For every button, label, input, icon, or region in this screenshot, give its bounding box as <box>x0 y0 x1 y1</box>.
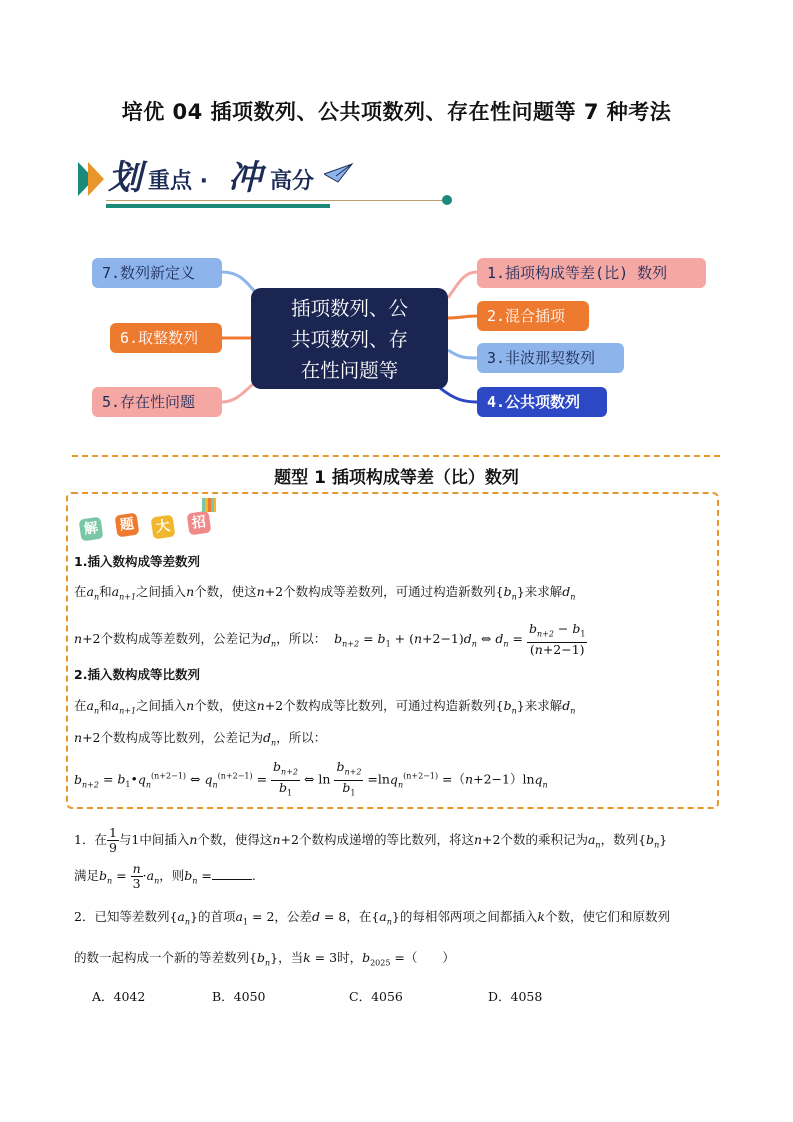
chevron-icon <box>88 162 104 196</box>
banner-dot <box>442 195 452 205</box>
choice-a[interactable]: A．4042 <box>92 989 146 1004</box>
arith-title: 1.插入数构成等差数列 <box>74 554 200 569</box>
banner-char-2: 冲 <box>228 158 262 198</box>
geo-line-2: n+2个数构成等比数列，公差记为$d_n$，所以： <box>74 730 327 748</box>
banner-text-2: 高分 <box>270 169 315 194</box>
badge-tile: 招 <box>187 511 212 536</box>
banner-underline <box>106 204 330 208</box>
geo-title: 2.插入数构成等比数列 <box>74 667 200 682</box>
mindmap-node-7: 7.数列新定义 <box>92 258 222 288</box>
banner-underline-thin <box>106 200 446 201</box>
center-line-2: 共项数列、存 <box>290 328 408 351</box>
choice-b[interactable]: B．4050 <box>212 989 266 1004</box>
section-heading: 题型 1 插项构成等差（比）数列 <box>274 468 519 488</box>
question-2-line-1: 2．已知等差数列$\{a_n\}$的首项$a_1 = 2$，公差d = 8，在$\{a_n\}$的每相邻两项之间都插入k个数，使它们和原数列 <box>74 909 670 927</box>
mindmap-center-node <box>251 288 448 389</box>
page-title: 培优 04 插项数列、公共项数列、存在性问题等 7 种考法 <box>121 100 672 124</box>
choice-d[interactable]: D．4058 <box>488 989 543 1004</box>
mindmap-node-3: 3.非波那契数列 <box>477 343 624 373</box>
choice-c[interactable]: C．4056 <box>349 989 403 1004</box>
section-divider <box>72 455 720 457</box>
question-1-line-2: 满足$b_n$ = $\frac{n}{3}$ $\cdot a_n$，则$b_n$ = . <box>74 861 256 891</box>
arith-line-1: 在$a_n$和$a_{n+1}$之间插入n个数，使这n+2个数构成等差数列，可通过构造新数列$\{b_n\}$来求解$d_n$ <box>74 584 576 602</box>
mindmap-node-5: 5.存在性问题 <box>92 387 222 417</box>
badge-tile: 大 <box>151 515 176 540</box>
center-line-3: 在性问题等 <box>300 359 399 382</box>
banner-char-1: 划 <box>108 158 142 198</box>
answer-blank[interactable] <box>212 879 252 880</box>
badge-jie-ti-da-zhao <box>76 500 216 550</box>
center-line-1: 插项数列、公 <box>290 297 408 320</box>
mindmap-node-1: 1.插项构成等差(比) 数列 <box>477 258 706 288</box>
geo-formula: $b_{n+2}$ = $b_1•q_n^{(n+2-1)}$ ⇔ $q_n^{(n+2-1)}$ = $\frac{b_{n+2}}{b_1}$ ⇔ ln $\frac{b_{n+2}}{b_1}$ =lnq$_n^{(n+2-1)}$ =（n+2−1）lnq$_n$ <box>74 759 548 797</box>
question-1-line-1: 1．在 $\frac{1}{9}$ 与1中间插入n个数，使得这n+2个数构成递增的等比数列，将这n+2个数的乘积记为$a_n$，数列$\{b_n\}$ <box>74 825 668 855</box>
question-2-line-2: 的数一起构成一个新的等差数列$\{b_n\}$，当k = 3时，$b_{2025}$ =（ ） <box>74 950 455 968</box>
badge-tile: 题 <box>115 513 140 538</box>
mindmap-node-6: 6.取整数列 <box>110 323 222 353</box>
badge-ribbon <box>202 498 216 512</box>
badge-tile: 解 <box>79 517 104 542</box>
mindmap-node-2: 2.混合插项 <box>477 301 589 331</box>
mindmap-node-4: 4.公共项数列 <box>477 387 607 417</box>
geo-line-1: 在$a_n$和$a_{n+1}$之间插入n个数，使这n+2个数构成等比数列，可通过构造新数列$\{b_n\}$来求解$d_n$ <box>74 698 576 716</box>
section-banner <box>76 148 456 218</box>
arith-line-2: n+2个数构成等差数列，公差记为$d_n$，所以： $b_{n+2} = b_1 + (n+2-1)d_n$ ⇔ $d_n$ = $\frac{b_{n+2} - b_1}{(n+2-1)}$ <box>74 621 586 657</box>
paper-plane-icon <box>324 162 354 184</box>
banner-text-1: 重点 · <box>148 169 209 194</box>
